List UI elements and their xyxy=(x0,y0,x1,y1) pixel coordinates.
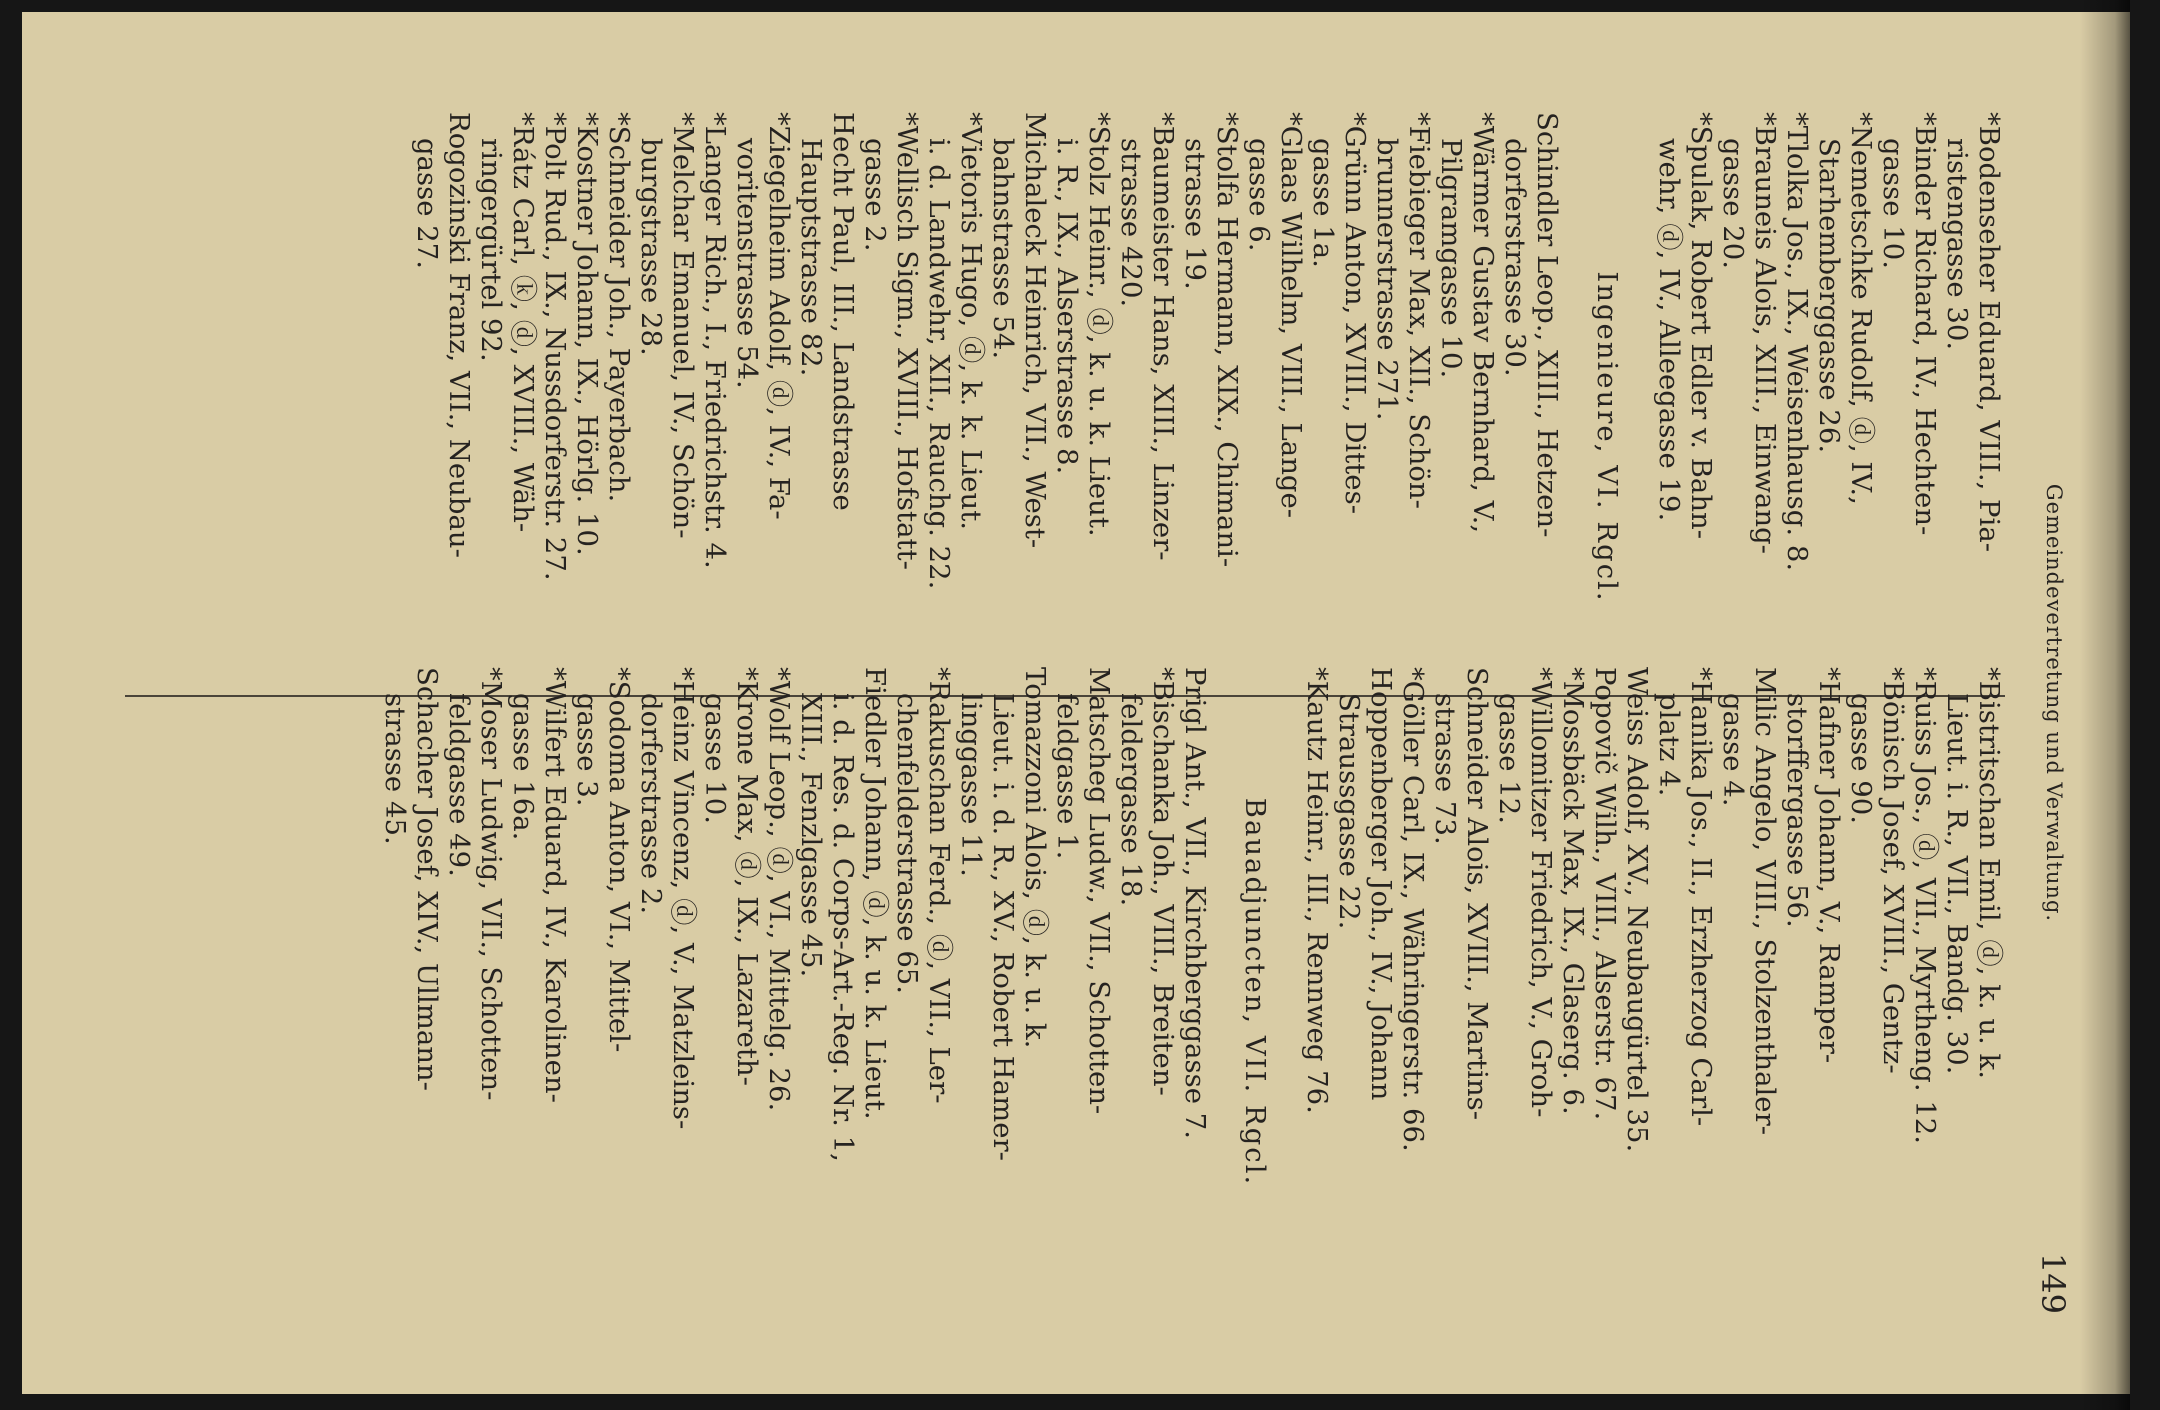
directory-entry xyxy=(1909,667,1941,1317)
directory-entry xyxy=(891,667,955,1317)
entry-line: *Vietoris Hugo, ⓓ, k. k. Lieut. xyxy=(955,112,987,531)
entry-line: *Heinz Vincenz, ⓓ, V., Matzleins- xyxy=(667,667,699,1130)
directory-entry xyxy=(1435,112,1499,762)
directory-entry xyxy=(443,667,507,1317)
entry-line: *Göller Carl, IX., Währingerstr. 66. xyxy=(1397,667,1429,1152)
entry-line: strasse 420. xyxy=(1115,138,1147,308)
directory-entry xyxy=(1781,112,1813,762)
entry-line: Schindler Leop., XIII., Hetzen- xyxy=(1531,112,1563,538)
entry-line: *Bistritschan Emil, ⓓ, k. u. k. xyxy=(1973,667,2005,1079)
directory-entry xyxy=(1557,667,1589,1317)
entry-line: Lieut. i. R., VII., Bandg. 30. xyxy=(1941,693,1973,1075)
entry-line: gasse 6. xyxy=(1243,138,1275,252)
directory-entry xyxy=(635,112,699,762)
entry-line: *Wilfert Eduard, IV., Karolinen- xyxy=(539,667,571,1103)
entry-line: *Bodenseher Eduard, VIII., Pia- xyxy=(1973,112,2005,553)
directory-entry xyxy=(1653,667,1717,1317)
entry-line: *Moser Ludwig, VII., Schotten- xyxy=(475,667,507,1101)
entry-line: *Grünn Anton, XVIII., Dittes- xyxy=(1339,112,1371,514)
right-column xyxy=(379,667,2005,1317)
entry-line: gasse 10. xyxy=(699,693,731,824)
directory-entry xyxy=(1499,112,1563,762)
entry-line: *Hanika Jos., II., Erzherzog Carl- xyxy=(1685,667,1717,1127)
entry-line: Starhemberggasse 26. xyxy=(1813,138,1845,454)
directory-entry xyxy=(1813,112,1877,762)
header-title: Gemeindevertretung und Verwaltung. xyxy=(2042,483,2066,923)
entry-line: *Binder Richard, IV., Hechten- xyxy=(1909,112,1941,536)
left-column xyxy=(411,112,2005,762)
directory-entry xyxy=(955,667,1051,1317)
entry-line: dorferstrasse 2. xyxy=(635,693,667,915)
entry-line: Hoppenberger Joh., IV., Johann xyxy=(1365,667,1397,1101)
directory-entry xyxy=(795,112,859,762)
entry-line: ringergürtel 92. xyxy=(475,138,507,362)
entry-line: Hauptstrasse 82. xyxy=(795,138,827,377)
entry-line: *Ruiss Jos., ⓓ, VII., Myrtheng. 12. xyxy=(1909,667,1941,1145)
entry-line: gasse 10. xyxy=(1877,138,1909,269)
directory-entry xyxy=(1179,667,1211,1317)
entry-line: feldgasse 1. xyxy=(1051,693,1083,860)
directory-entry xyxy=(1115,667,1179,1317)
entry-line: *Rakuschan Ferd., ⓓ, VII., Ler- xyxy=(923,667,955,1104)
entry-line: gasse 16a. xyxy=(507,693,539,841)
entry-line: *Willomitzer Friedrich, V., Groh- xyxy=(1525,667,1557,1118)
directory-entry xyxy=(1493,667,1557,1317)
entry-line: Milic Angelo, VIII., Stolzenthaler- xyxy=(1749,667,1781,1136)
entry-line: gasse 2. xyxy=(859,138,891,252)
directory-entry xyxy=(1301,667,1333,1317)
directory-entry xyxy=(603,112,635,762)
entry-line: Popovič Wilh., VIII., Alserstr. 67. xyxy=(1589,667,1621,1121)
directory-entry xyxy=(475,112,539,762)
entry-line: *Spulak, Robert Edler v. Bahn- xyxy=(1685,112,1717,540)
entry-line: *Ziegelheim Adolf, ⓓ, IV., Fa- xyxy=(763,112,795,520)
entry-line: i. d. Landwehr, XII., Rauchg. 22. xyxy=(923,138,955,590)
entry-line: gasse 1a. xyxy=(1307,138,1339,268)
entry-line: Fiedler Johann, ⓓ, k. u. k. Lieut. xyxy=(859,667,891,1120)
entry-line: gasse 90. xyxy=(1845,693,1877,824)
directory-entry xyxy=(1941,112,2005,762)
entry-line: Schacher Josef, XIV., Ullmann- xyxy=(411,667,443,1091)
entry-line: feldgasse 49. xyxy=(443,693,475,877)
entry-line: *Melchar Emanuel, IV., Schön- xyxy=(667,112,699,539)
directory-entry xyxy=(1845,667,1909,1317)
entry-line: *Stolfa Hermann, XIX., Chimani- xyxy=(1211,112,1243,568)
entry-line: Weiss Adolf, XV., Neubaugürtel 35. xyxy=(1621,667,1653,1153)
entry-line: platz 4. xyxy=(1653,693,1685,797)
entry-line: *Baumeister Hans, XIII., Linzer- xyxy=(1147,112,1179,561)
entry-line: *Rátz Carl, ⓚ, ⓓ, XVIII., Wäh- xyxy=(507,112,539,533)
entry-line: gasse 4. xyxy=(1717,693,1749,807)
entry-line: *Glaas Wilhelm, VIII., Lange- xyxy=(1275,112,1307,519)
directory-entry xyxy=(1333,667,1397,1317)
entry-line: *Bönisch Josef, XVIII., Gentz- xyxy=(1877,667,1909,1074)
entry-line: voritenstrasse 54. xyxy=(731,138,763,389)
directory-entry xyxy=(763,667,795,1317)
directory-entry xyxy=(507,667,571,1317)
entry-line: linggasse 11. xyxy=(955,693,987,877)
entry-line: Prigl Ant., VII., Kirchberggasse 7. xyxy=(1179,667,1211,1139)
entry-line: *Bischanka Joh., VIII., Breiten- xyxy=(1147,667,1179,1096)
entry-line: ristengasse 30. xyxy=(1941,138,1973,351)
entry-line: gasse 20. xyxy=(1717,138,1749,269)
entry-line: Lieut. i. d. R., XV., Robert Hamer- xyxy=(987,693,1019,1161)
entry-line: burgstrasse 28. xyxy=(635,138,667,356)
directory-entry xyxy=(1179,112,1243,762)
entry-line: Pilgramgasse 10. xyxy=(1435,138,1467,379)
entry-line: *Wellisch Sigm., XVIII., Hofstatt- xyxy=(891,112,923,570)
entry-line: Tomazzoni Alois, ⓓ, k. u. k. xyxy=(1019,667,1051,1049)
directory-entry xyxy=(1589,667,1621,1317)
entry-line: *Langer Rich., I., Friedrichstr. 4. xyxy=(699,112,731,569)
page-number: 149 xyxy=(2034,1252,2072,1314)
directory-entry xyxy=(539,112,571,762)
entry-line: strasse 73. xyxy=(1429,693,1461,845)
entry-line: gasse 27. xyxy=(411,138,443,269)
directory-entry xyxy=(795,667,891,1317)
entry-line: *Kostner Johann, IX., Hörlg. 10. xyxy=(571,112,603,556)
entry-line: wehr, ⓓ, IV., Alleegasse 19. xyxy=(1653,138,1685,522)
entry-line: Rogozinski Franz, VII., Neubau- xyxy=(443,112,475,558)
directory-entry xyxy=(731,112,795,762)
entry-line: chenfelderstrasse 65. xyxy=(891,693,923,995)
directory-entry xyxy=(1429,667,1493,1317)
directory-entry xyxy=(1621,667,1653,1317)
entry-line: *Brauneis Alois, XIII., Einwang- xyxy=(1749,112,1781,554)
entry-line: brunnerstrasse 271. xyxy=(1371,138,1403,421)
entry-line: *Nemetschke Rudolf, ⓓ, IV., xyxy=(1845,112,1877,505)
entry-line: *Wolf Leop., ⓓ, VI., Mittelg. 26. xyxy=(763,667,795,1112)
entry-line: *Tlolka Jos., IX., Weisenhausg. 8. xyxy=(1781,112,1813,572)
directory-entry xyxy=(1941,667,2005,1317)
directory-entry xyxy=(635,667,699,1317)
entry-line: *Wärmer Gustav Bernhard, V., xyxy=(1467,112,1499,534)
entry-line: gasse 12. xyxy=(1493,693,1525,824)
directory-entry xyxy=(1371,112,1435,762)
entry-line: storffergasse 56. xyxy=(1781,693,1813,928)
entry-line: *Kautz Heinr., III., Rennweg 76. xyxy=(1301,667,1333,1114)
directory-entry xyxy=(1717,112,1781,762)
entry-line: feldergasse 18. xyxy=(1115,693,1147,907)
directory-entry xyxy=(1781,667,1845,1317)
directory-entry xyxy=(859,112,923,762)
entry-line: i. R., IX., Alserstrasse 8. xyxy=(1051,138,1083,475)
directory-entry xyxy=(411,112,475,762)
entry-line: i. d. Res. d. Corps-Art.-Reg. Nr. 1, xyxy=(827,693,859,1162)
rotated-page-content xyxy=(22,12,2130,1394)
entry-line: bahnstrasse 54. xyxy=(987,138,1019,360)
entry-line: Hecht Paul, III., Landstrasse xyxy=(827,112,859,511)
directory-entry xyxy=(571,112,603,762)
entry-line: Schneider Alois, XVIII., Martins- xyxy=(1461,667,1493,1121)
directory-entry xyxy=(571,667,635,1317)
entry-line: XIII., Fenzlgasse 45. xyxy=(795,693,827,978)
entry-line: *Sodoma Anton, VI., Mittel- xyxy=(603,667,635,1053)
running-header xyxy=(2030,12,2090,1394)
entry-line: *Mossbäck Max, IX., Glaserg. 6. xyxy=(1557,667,1589,1115)
entry-line: *Hafner Johann, V., Ramper- xyxy=(1813,667,1845,1064)
entry-line: *Fiebieger Max, XII., Schön- xyxy=(1403,112,1435,509)
directory-entry xyxy=(1115,112,1179,762)
section-heading: Ingenieure, VI. Rgcl. xyxy=(1591,271,1623,603)
directory-entry xyxy=(1717,667,1781,1317)
directory-entry xyxy=(1877,112,1941,762)
entry-line: Straussgasse 22. xyxy=(1333,693,1365,930)
directory-entry xyxy=(1051,112,1115,762)
directory-entry xyxy=(699,112,731,762)
entry-line: gasse 3. xyxy=(571,693,603,807)
directory-entry xyxy=(1307,112,1371,762)
entry-line: *Krone Max, ⓓ, IX., Lazareth- xyxy=(731,667,763,1086)
directory-entry xyxy=(987,112,1051,762)
entry-line: *Schneider Joh., Payerbach. xyxy=(603,112,635,503)
entry-line: dorferstrasse 30. xyxy=(1499,138,1531,377)
section-heading: Bauadjuncten, VII. Rgcl. xyxy=(1239,797,1271,1187)
entry-line: Michaleck Heinrich, VII., West- xyxy=(1019,112,1051,549)
entry-line: Matscheg Ludw., VII., Schotten- xyxy=(1083,667,1115,1115)
directory-entry xyxy=(1051,667,1115,1317)
directory-entry xyxy=(1653,112,1717,762)
entry-line: strasse 45. xyxy=(379,693,411,845)
directory-entry xyxy=(379,667,443,1317)
directory-entry xyxy=(1397,667,1429,1317)
directory-entry xyxy=(923,112,987,762)
entry-line: strasse 19. xyxy=(1179,138,1211,290)
directory-entry xyxy=(1243,112,1307,762)
directory-entry xyxy=(699,667,763,1317)
entry-line: *Polt Rud., IX., Nussdorferstr. 27. xyxy=(539,112,571,581)
entry-line: *Stolz Heinr., ⓓ, k. u. k. Lieut. xyxy=(1083,112,1115,537)
